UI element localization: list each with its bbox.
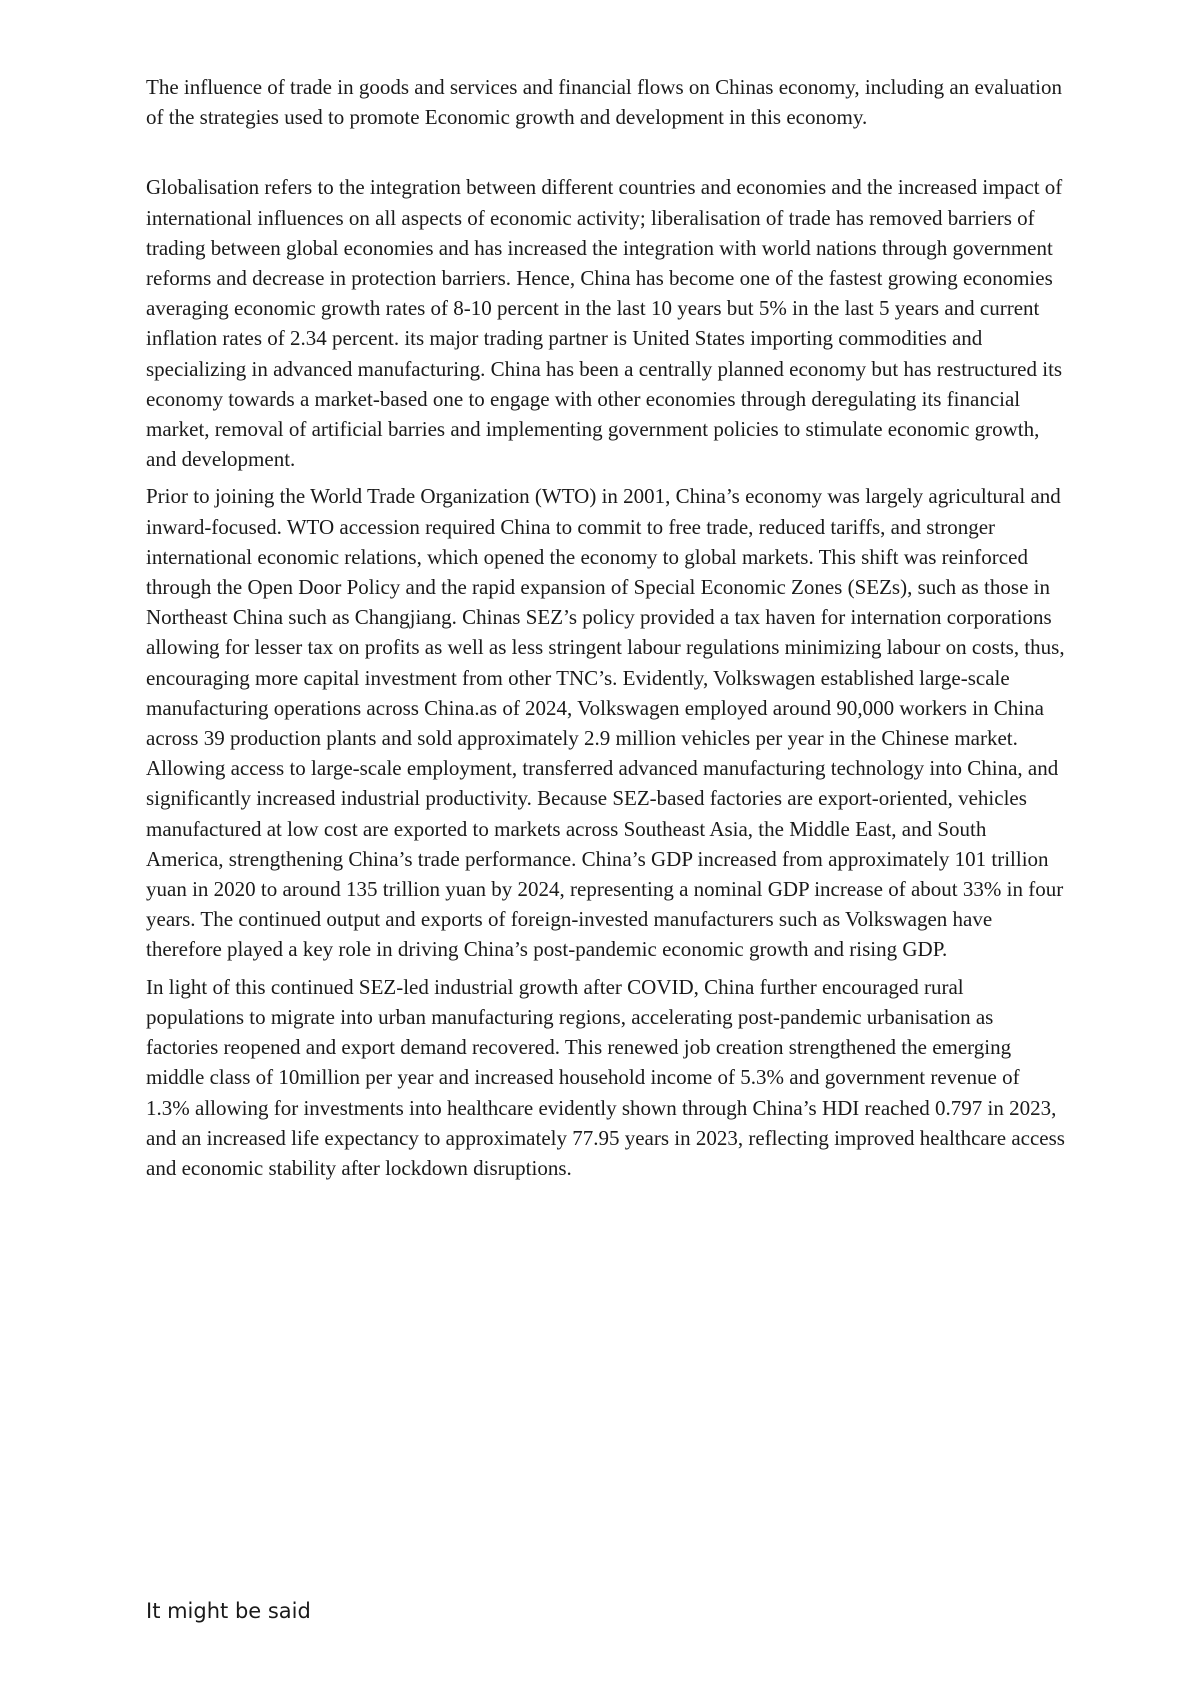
- essay-question: The influence of trade in goods and services and financial flows on Chinas economy, including an evaluation of the strategies used to promote Economic growth and development in this economy.: [146, 75, 1062, 130]
- footer-note: It might be said: [146, 1599, 311, 1623]
- paragraph-globalisation: Globalisation refers to the integration between different countries and economies and the increased impact of international influences on all aspects of economic activity; liberalisation of trade has removed barriers of trading between global economies and has increased the integration with world nations through government reforms and decrease in protection barriers. Hence, China has become one of the fastest growing economies averaging economic growth rates of 8-10 percent in the last 10 years but 5% in the last 5 years and current inflation rates of 2.34 percent. its major trading partner is United States importing commodities and specializing in advanced manufacturing. China has been a centrally planned economy but has restructured its economy towards a market-based one to engage with other economies through deregulating its financial market, removal of artificial barries and implementing government policies to stimulate economic growth, and development.: [146, 175, 1063, 472]
- document-body[interactable]: [146, 72, 1066, 1190]
- paragraph-urbanisation: In light of this continued SEZ-led industrial growth after COVID, China further encouraged rural populations to migrate into urban manufacturing regions, accelerating post-pandemic urbanisation as factories reopened and export demand recovered. This renewed job creation strengthened the emerging middle class of 10million per year and increased household income of 5.3% and government revenue of 1.3% allowing for investments into healthcare evidently shown through China’s HDI reached 0.797 in 2023, and an increased life expectancy to approximately 77.95 years in 2023, reflecting improved healthcare access and economic stability after lockdown disruptions.: [146, 974, 1065, 1180]
- paragraph-wto-sez: Prior to joining the World Trade Organization (WTO) in 2001, China’s economy was largely agricultural and inward-focused. WTO accession required China to commit to free trade, reduced tariffs, and stronger international economic relations, which opened the economy to global markets. This shift was reinforced through the Open Door Policy and the rapid expansion of Special Economic Zones (SEZs), such as those in Northeast China such as Changjiang. Chinas SEZ’s policy provided a tax haven for internation corporations allowing for lesser tax on profits as well as less stringent labour regulations minimizing labour on costs, thus, encouraging more capital investment from other TNC’s. Evidently, Volkswagen established large-scale manufacturing operations across China.as of 2024, Volkswagen employed around 90,000 workers in China across 39 production plants and sold approximately 2.9 million vehicles per year in the Chinese market. Allowing access to large-scale employment, transferred advanced manufacturing technology into China, and significantly increased industrial productivity. Because SEZ-based factories are export-oriented, vehicles manufactured at low cost are exported to markets across Southeast Asia, the Middle East, and South America, strengthening China’s trade performance. China’s GDP increased from approximately 101 trillion yuan in 2020 to around 135 trillion yuan by 2024, representing a nominal GDP increase of about 33% in four years. The continued output and exports of foreign-invested manufacturers such as Volkswagen have therefore played a key role in driving China’s post-pandemic economic growth and rising GDP.: [146, 484, 1065, 962]
